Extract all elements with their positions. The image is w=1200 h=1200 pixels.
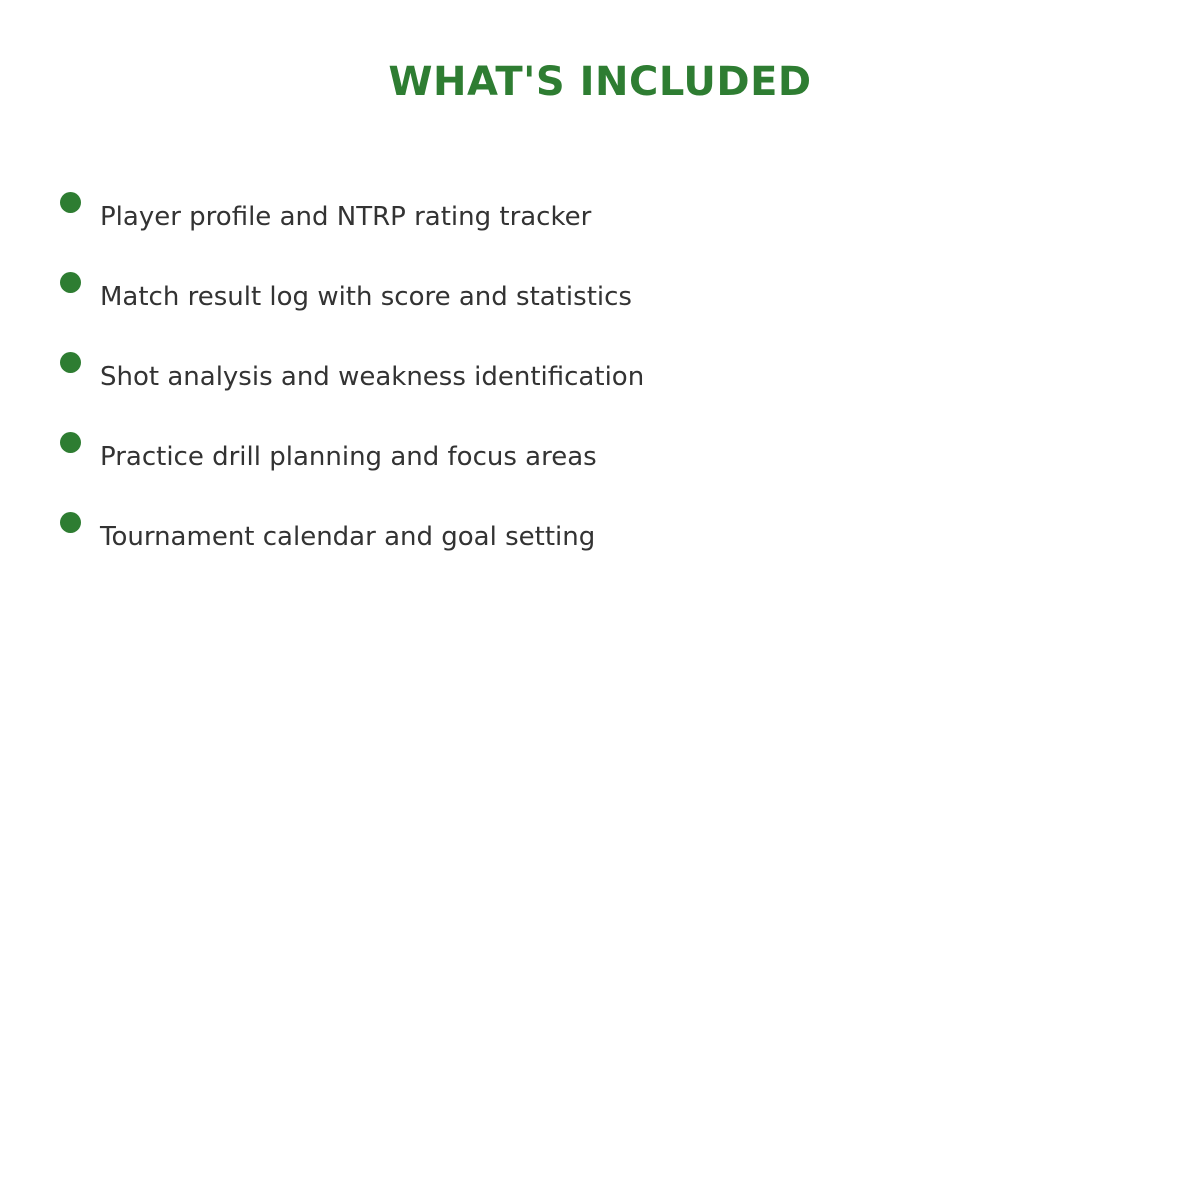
list-item-text: Tournament calendar and goal setting [100,522,596,552]
list-item-text: Shot analysis and weakness identification [100,362,645,392]
list-item-text: Match result log with score and statistics [100,282,632,312]
list-item [0,432,1100,492]
list-item [0,272,1100,332]
circle-bullet-icon [60,272,81,293]
list-item [0,352,1100,412]
circle-bullet-icon [60,192,81,213]
list-item [0,512,1100,572]
circle-bullet-icon [60,512,81,533]
circle-bullet-icon [60,352,81,373]
list-item-text: Practice drill planning and focus areas [100,442,597,472]
list-item [0,192,1100,252]
circle-bullet-icon [60,432,81,453]
list-item-text: Player profile and NTRP rating tracker [100,202,592,232]
page-title: WHAT'S INCLUDED [388,59,812,105]
